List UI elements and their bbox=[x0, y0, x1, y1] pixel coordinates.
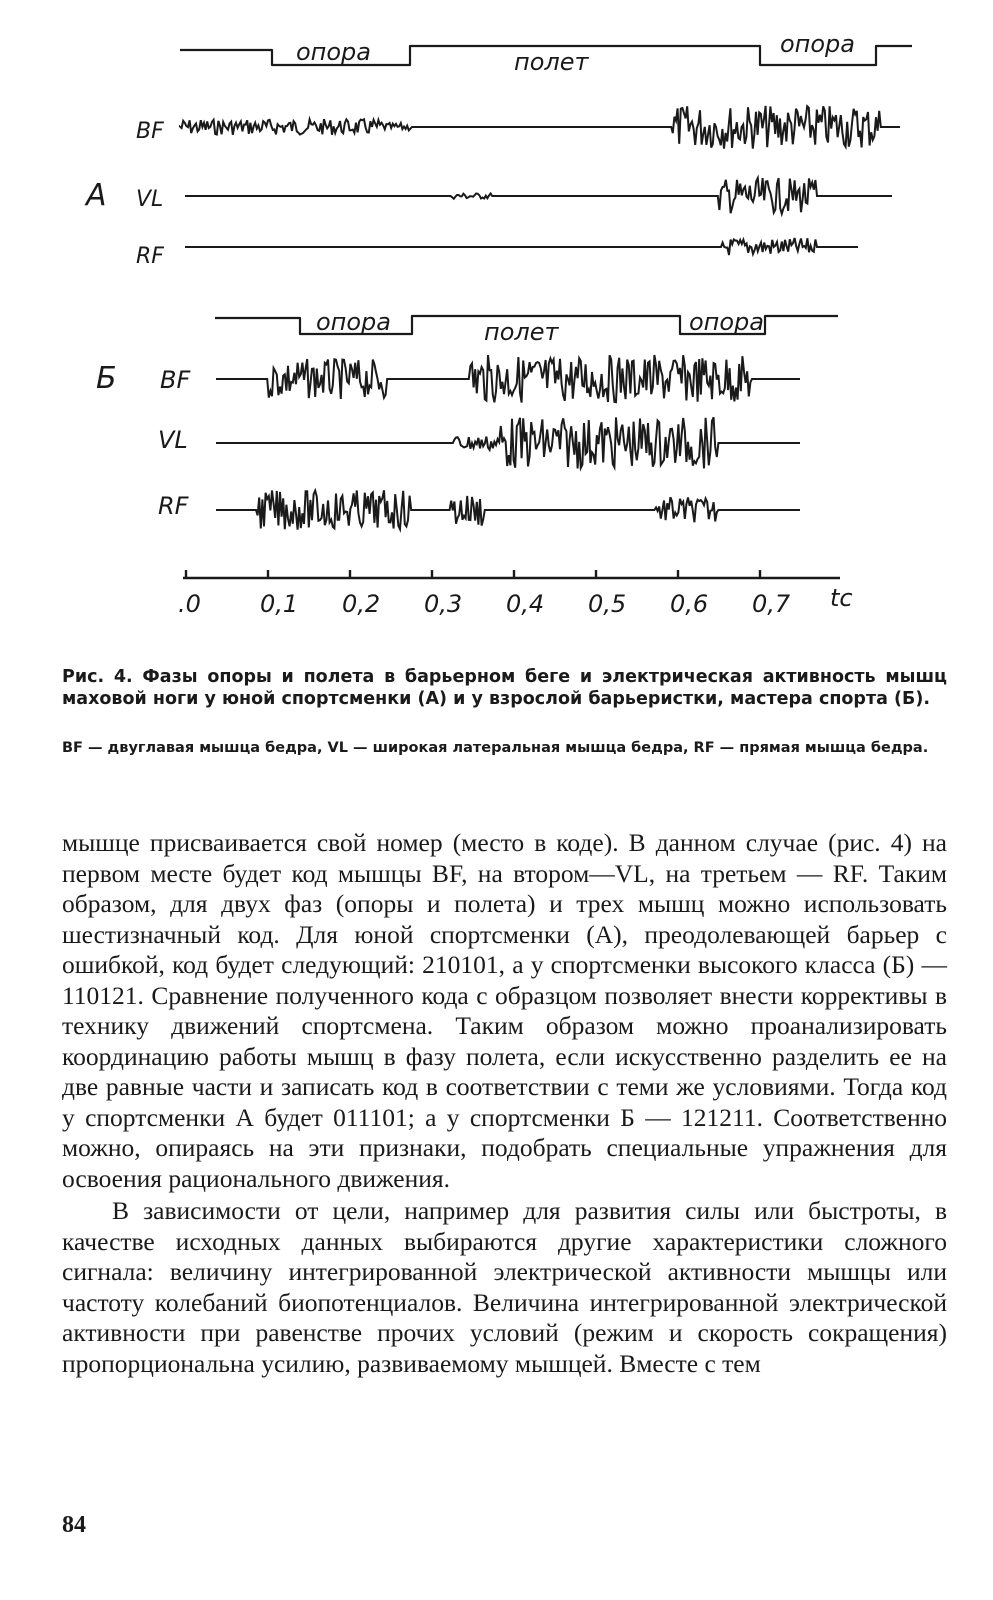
axis-tick-label: 0,4 bbox=[506, 590, 545, 618]
figure-legend: BF — двуглавая мышца бедра, VL — широкая латеральная мышца бедра, RF — прямая мышца бедра. bbox=[62, 740, 929, 756]
emg-trace-b-vl bbox=[216, 417, 800, 468]
track-label-a-rf: RF bbox=[136, 244, 164, 269]
axis-tick-label: 0,6 bbox=[670, 590, 709, 618]
emg-trace-b-rf bbox=[216, 490, 800, 529]
axis-tick-label: 0,3 bbox=[424, 590, 463, 618]
panel-label-a: А bbox=[86, 178, 107, 213]
axis-tick-label: .0 bbox=[178, 590, 201, 618]
track-label-b-rf: RF bbox=[158, 492, 189, 520]
time-axis-unit: tc bbox=[830, 584, 853, 612]
phase-label-b-support-2: опора bbox=[689, 308, 764, 336]
figure-caption: Рис. 4. Фазы опоры и полета в барьерном беге и электрическая активность мышц маховой ноги у юной спортсменки (А) и у взрослой барьеристки, мастера спорта (Б). bbox=[62, 667, 947, 709]
phase-label-a-support-2: опора bbox=[780, 30, 855, 58]
emg-figure bbox=[0, 0, 993, 640]
axis-tick-label: 0,2 bbox=[342, 590, 381, 618]
page-number: 84 bbox=[62, 1512, 86, 1538]
axis-tick-label: 0,5 bbox=[588, 590, 627, 618]
phase-label-a-flight: полет bbox=[514, 48, 589, 76]
emg-trace-a-rf bbox=[185, 238, 858, 255]
phase-label-b-support-1: опора bbox=[316, 308, 391, 336]
body-text bbox=[62, 828, 947, 1379]
emg-trace-a-vl bbox=[185, 178, 892, 214]
panel-label-b: Б bbox=[96, 361, 117, 396]
emg-trace-a-bf bbox=[180, 106, 900, 149]
axis-tick-label: 0,1 bbox=[260, 590, 299, 618]
track-label-b-vl: VL bbox=[158, 426, 188, 454]
track-label-a-vl: VL bbox=[136, 187, 164, 212]
phase-label-a-support-1: опора bbox=[296, 38, 371, 66]
axis-tick-label: 0,7 bbox=[752, 590, 791, 618]
paragraph: мышце присваивается свой номер (место в коде). В данном случае (рис. 4) на первом месте будет код мышцы BF, на втором—VL, на третьем — RF. Таким образом, для двух фаз (опоры и полета) и трех мышц можно использовать шестизначный код. Для юной спортсменки (А), преодолевающей барьер с ошибкой, код будет следующий: 210101, а у спортсменки высокого класса (Б) — 110121. Сравнение полученного кода с образцом позволяет внести коррективы в технику движений спортсмена. Таким образом можно проанализировать координацию работы мышц в фазу полета, если искусственно разделить ее на две равные части и записать код в соответствии с теми же условиями. Тогда код у спортсменки А будет 011101; а у спортсменки Б — 121211. Соответственно можно, опираясь на эти признаки, подобрать специальные упражнения для освоения рационального движения. bbox=[62, 828, 947, 1193]
track-label-a-bf: BF bbox=[136, 119, 164, 144]
track-label-b-bf: BF bbox=[160, 366, 191, 394]
emg-trace-b-bf bbox=[216, 355, 800, 403]
paragraph: В зависимости от цели, например для развития силы или быстроты, в качестве исходных данных выбираются другие характеристики сложного сигнала: величину интегрированной электрической активности мышцы или частоту колебаний биопотенциалов. Величина интегрированной электрической активности при равенстве прочих условий (режим и скорость сокращения) пропорциональна усилию, развиваемому мышцей. Вместе с тем bbox=[62, 1196, 947, 1378]
phase-label-b-flight: полет bbox=[484, 318, 559, 346]
